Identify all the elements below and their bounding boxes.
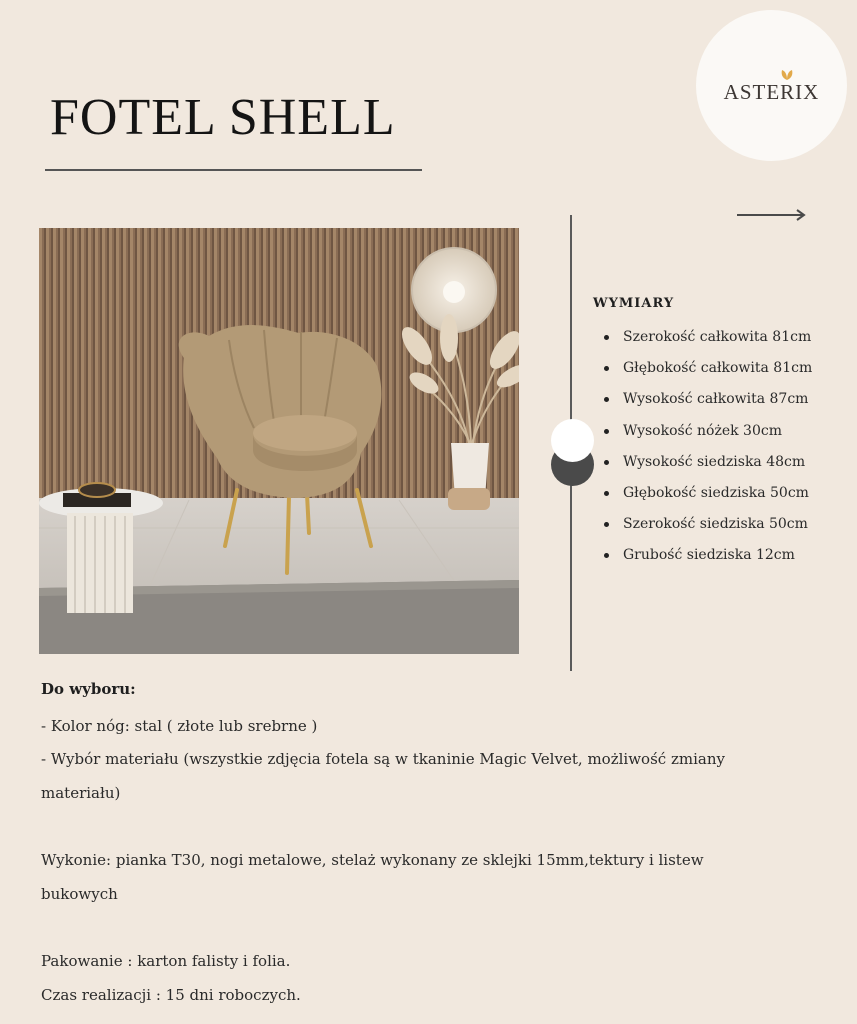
dimension-item: Szerokość całkowita 81cm [604,325,812,356]
leg-color-option: - Kolor nóg: stal ( złote lub srebrne ) [41,717,318,735]
dimension-item: Wysokość siedziska 48cm [604,450,812,481]
dimensions-list [604,325,812,575]
options-heading: Do wyboru: [41,680,136,698]
dimension-item: Wysokość nóżek 30cm [604,419,812,450]
arrow-right-icon [737,208,807,222]
product-photo [39,228,519,654]
brand-logo-text: ASTERIX [723,80,820,104]
armchair-photo-icon [39,228,519,654]
dimension-item: Grubość siedziska 12cm [604,543,812,574]
material-option: - Wybór materiału (wszystkie zdjęcia fotela są w tkaninie Magic Velvet, możliwość zmiany materiału) [41,750,725,802]
construction-details: Wykonie: pianka T30, nogi metalowe, stelaż wykonany ze sklejki 15mm,tektury i listew bukowych [41,851,704,903]
lead-time-info: Czas realizacji : 15 dni roboczych. [41,986,301,1004]
page-title: FOTEL SHELL [50,89,396,146]
dimension-item: Głębokość siedziska 50cm [604,481,812,512]
timeline-dot-light [551,419,594,462]
dimension-item: Głębokość całkowita 81cm [604,356,812,387]
dimensions-heading: WYMIARY [593,296,675,311]
brand-logo [696,10,847,161]
packaging-info: Pakowanie : karton falisty i folia. [41,952,291,970]
dimension-item: Szerokość siedziska 50cm [604,512,812,543]
dimension-item: Wysokość całkowita 87cm [604,387,812,418]
title-underline [45,169,422,171]
